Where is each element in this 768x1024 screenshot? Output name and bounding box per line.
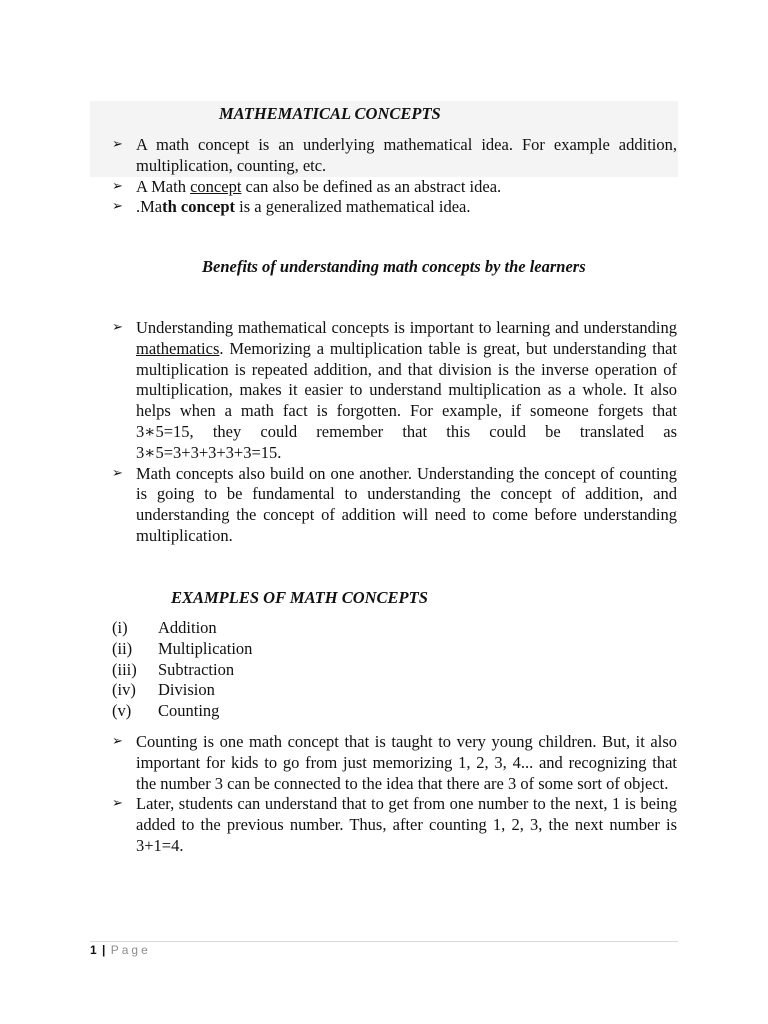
list-item: ➢ Later, students can understand that to get from one number to the next, 1 is being added to the previous number. Thus, after counting 1, 2, 3, the next number is 3+1=4. [112,794,677,855]
arrowhead-bullet-icon: ➢ [112,199,123,215]
arrowhead-bullet-icon: ➢ [112,465,123,481]
list-item: ➢ Math concepts also build on one another. Understanding the concept of counting is going to be fundamental to understanding the concept of addition, and understanding the concept of addition will need to come before understanding multiplication. [112,463,677,545]
arrowhead-bullet-icon: ➢ [112,734,123,749]
page-footer [90,943,151,957]
list-item: ➢ Counting is one math concept that is taught to very young children. But, it also important for kids to go from just memorizing 1, 2, 3, 4... and recognizing that the number 3 can be connected to the idea that there are 3 of some sort of object. [112,732,677,793]
section-heading-mathematical-concepts: MATHEMATICAL CONCEPTS [219,104,441,123]
concept-definition-list [110,135,677,218]
list-item: (ii) Multiplication [112,638,253,658]
list-item: (iii) Subtraction [112,659,235,679]
list-item: ➢ A math concept is an underlying mathematical idea. For example addition, multiplication, counting, etc. [112,135,677,175]
arrowhead-bullet-icon: ➢ [112,137,123,152]
examples-roman-list [112,618,252,722]
section-heading-benefits: Benefits of understanding math concepts by the learners [202,257,586,276]
benefits-list [110,318,677,547]
list-item: (i) Addition [112,618,217,637]
arrowhead-bullet-icon: ➢ [112,320,123,335]
page-label: Page [110,943,151,957]
footer-separator: | [102,943,106,957]
list-item: (v) Counting [112,701,220,721]
concept-link[interactable]: concept [190,176,242,196]
list-item: ➢ A Math concept can also be defined as an abstract idea. [112,176,502,196]
list-item: (iv) Division [112,680,215,700]
section-heading-examples: EXAMPLES OF MATH CONCEPTS [171,588,428,607]
arrowhead-bullet-icon: ➢ [112,796,123,812]
counting-explanation-list [110,732,677,857]
footer-divider [90,941,678,942]
list-item: ➢ .Math concept is a generalized mathematical idea. [112,197,471,217]
list-item: ➢ Understanding mathematical concepts is important to learning and understanding mathematics. Memorizing a multiplication table is great, but understanding that multiplication is repeated addition, and that division is the inverse operation of multiplication, makes it easier to understand multiplication as a whole. It also helps when a math fact is forgotten. For example, if someone forgets that 3∗5=15, they could remember that this could be translated as 3∗5=3+3+3+3+3=15. [112,318,677,462]
arrowhead-bullet-icon: ➢ [112,178,123,194]
page-number: 1 [90,943,97,957]
mathematics-link[interactable]: mathematics [136,338,220,358]
